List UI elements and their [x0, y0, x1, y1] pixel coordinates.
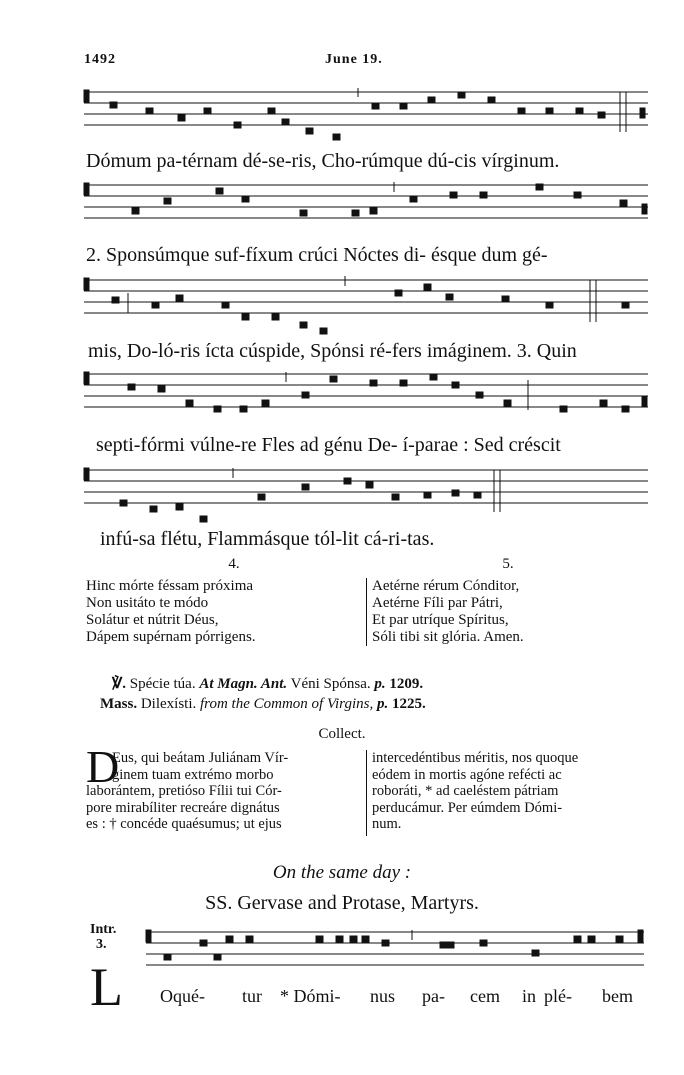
collect-line: pore mirabíliter recreáre dignátus	[86, 799, 280, 816]
collect-line: ginem tuam extrémo morbo	[112, 766, 274, 783]
lyric-line-4: septi-fórmi vúlne-re Fles ad génu De- í-parae : Sed créscit	[96, 434, 561, 456]
lyric-line-5: infú-sa flétu, Flammásque tól-lit cá-ri-tas.	[100, 528, 435, 550]
versicle-line	[112, 674, 423, 693]
versicle-symbol: ℣.	[112, 676, 127, 692]
mass-page: 1225.	[391, 696, 426, 712]
feast-title: SS. Gervase and Protase, Martyrs.	[205, 892, 479, 914]
collect-heading: Collect.	[318, 726, 366, 742]
lyric-line-3: mis, Do-ló-ris ícta cúspide, Spónsi ré-fers imáginem. 3. Quin	[88, 340, 577, 362]
stanza-divider	[366, 578, 367, 646]
stanza-line: Dápem supérnam pórrigens.	[86, 629, 256, 645]
versicle-page: 1209.	[389, 676, 424, 692]
staff-2	[84, 182, 648, 218]
mass-line	[100, 696, 426, 713]
versicle-ant: Véni Spónsa.	[290, 676, 371, 692]
staff-introit	[146, 930, 644, 965]
introit-syllable: Oqué-	[160, 986, 205, 1006]
mass-from: from the Common of Virgins,	[200, 696, 374, 712]
collect-line: intercedéntibus méritis, nos quoque	[372, 750, 579, 766]
introit-initial: L	[90, 957, 123, 1017]
stanza-4-number: 4.	[228, 556, 240, 572]
introit-type: Intr.	[90, 922, 117, 937]
mass-page-label: p.	[376, 696, 389, 712]
versicle-page-label: p.	[374, 676, 386, 692]
stanza-line: Sóli tibi sit glória. Amen.	[372, 629, 524, 645]
introit-syllable: tur	[242, 986, 262, 1006]
collect-right	[372, 750, 652, 833]
lyric-line-2: 2. Sponsúmque suf-fíxum crúci Nóctes di- ésque dum gé-	[86, 244, 548, 266]
introit-syllable: bem	[602, 986, 633, 1006]
staff-5	[84, 468, 648, 522]
stanza-5	[372, 578, 642, 646]
collect-line: num.	[372, 816, 402, 832]
staff-4	[84, 372, 648, 412]
lyric-line-1: Dómum pa-térnam dé-se-ris, Cho-rúmque dú-cis vírginum.	[86, 150, 560, 172]
stanza-line: Aetérne rérum Cónditor,	[372, 578, 520, 594]
introit-mode: 3.	[96, 937, 107, 952]
stanza-4	[86, 578, 356, 646]
stanza-line: Solátur et nútrit Déus,	[86, 612, 219, 628]
collect-line: roboráti, * ad caeléstem pátriam	[372, 783, 559, 799]
introit-label	[90, 922, 116, 952]
introit-syllable: pa-	[422, 986, 445, 1006]
same-day-heading: On the same day :	[272, 862, 412, 883]
collect-initial: D	[86, 741, 120, 792]
staff-3	[84, 276, 648, 334]
mass-text: Dilexísti.	[140, 696, 197, 712]
stanza-5-number: 5.	[502, 556, 514, 572]
page-date: June 19.	[325, 52, 383, 67]
introit-syllable: in	[522, 986, 537, 1006]
stanza-line: Aetérne Fíli par Pátri,	[372, 595, 503, 611]
staff-1	[84, 88, 648, 140]
collect-divider	[366, 750, 367, 836]
collect-line: laborántem, pretióso Fílii tui Cór-	[86, 783, 282, 799]
mass-label: Mass.	[100, 696, 138, 712]
stanza-line: Hinc mórte féssam próxima	[86, 578, 254, 594]
stanza-line: Non usitáto te módo	[86, 595, 209, 611]
collect-line: eódem in mortis agóne refécti ac	[372, 766, 562, 783]
collect-line: es : † concéde quaésumus; ut ejus	[86, 816, 282, 832]
collect-line: Eus, qui beátam Juliánam Vír-	[112, 750, 289, 766]
introit-syllable: nus	[370, 986, 396, 1006]
introit-syllable: * Dómi-	[280, 986, 341, 1006]
versicle-text: Spécie túa.	[129, 676, 196, 692]
collect-line: perducámur. Per eúmdem Dómi-	[372, 799, 563, 816]
stanza-line: Et par utríque Spíritus,	[372, 612, 509, 628]
introit-syllable: plé-	[544, 986, 572, 1006]
versicle-at: At Magn. Ant.	[199, 676, 288, 692]
page-number: 1492	[84, 52, 116, 67]
collect-left	[86, 750, 362, 833]
introit-syllable: cem	[470, 986, 500, 1006]
